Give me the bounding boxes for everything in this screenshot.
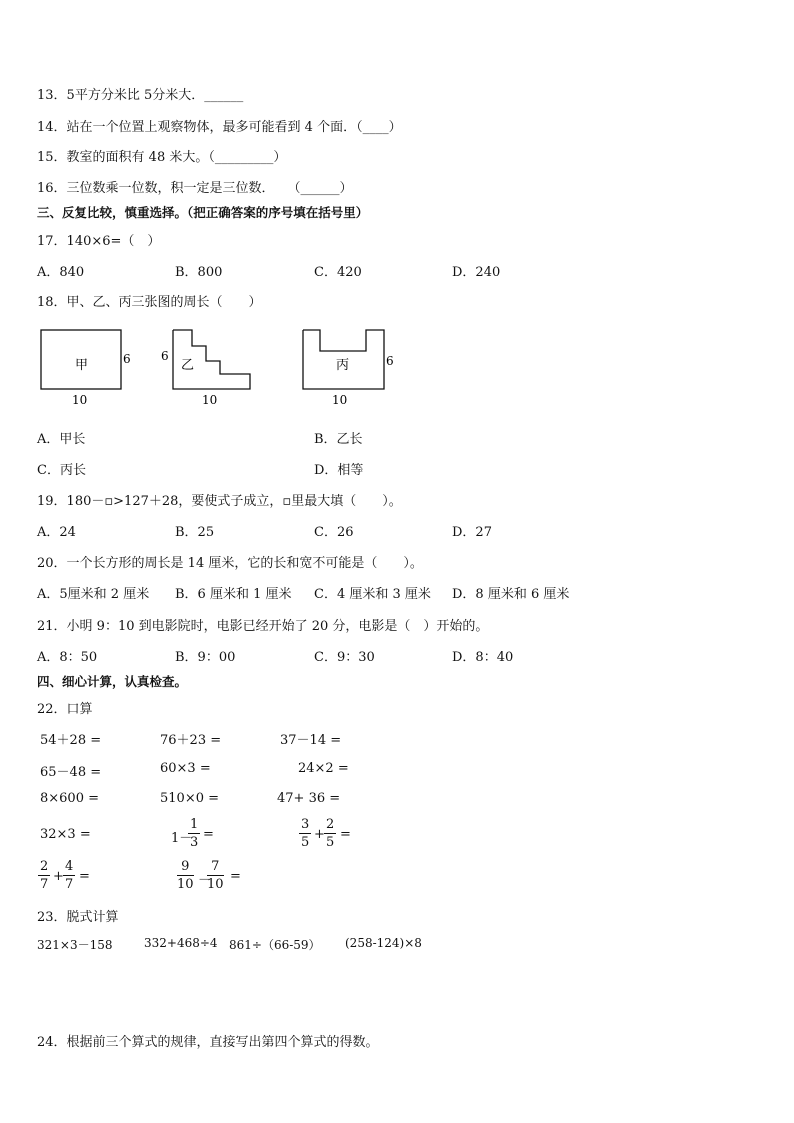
q20-option-a: A．5厘米和 2 厘米 [37,587,150,602]
calc-11-prefix: 1－ [171,831,193,846]
calc-13-denominator-2: 7 [65,877,74,892]
figure-yi-width: 10 [202,393,218,407]
question-13: 13．5平方分米比 5分米大．______ [37,88,244,103]
q17-option-a: A．840 [37,265,85,280]
calc-14-denominator-1: 10 [177,877,194,892]
q20-option-d: D．8 厘米和 6 厘米 [452,587,570,602]
question-18: 18．甲、乙、丙三张图的周长（ ） [37,295,262,310]
calc-13-operator: + [53,869,64,884]
calc-2: 76＋23 = [160,733,222,748]
figure-yi [161,330,250,407]
calc-3: 37－14 = [280,733,342,748]
calc-13-fraction-2 [63,858,75,893]
question-16: 16．三位数乘一位数，积一定是三位数． （______） [37,181,353,196]
calc-12-denominator-1: 5 [301,835,310,850]
figure-yi-label: 乙 [181,358,195,373]
figure-bing-width: 10 [332,393,348,407]
q20-option-b: B．6 厘米和 1 厘米 [175,587,292,602]
q18-option-c: C．丙长 [37,463,86,478]
q19-option-b: B．25 [175,525,215,540]
question-22: 22．口算 [37,702,93,717]
calc-14-equals: = [230,869,241,884]
stepwise-expr-4: (258-124)×8 [345,936,422,950]
calc-14-numerator-2: 7 [207,858,224,876]
question-15: 15．教室的面积有 48 米大。（_________） [37,150,287,165]
figure-yi-height: 6 [161,349,169,363]
figure-jia-height: 6 [123,352,131,366]
calc-11-equals: = [203,827,214,842]
q18-option-d: D．相等 [314,463,364,478]
calc-13-numerator-2: 4 [65,859,74,874]
calc-12-fraction-1 [299,816,311,851]
q21-option-b: B．9：00 [175,650,236,665]
figure-jia-width: 10 [72,393,88,407]
calc-14-fraction-1 [177,858,194,893]
calc-1: 54＋28 = [40,733,102,748]
q21-option-d: D．8：40 [452,650,514,665]
q21-option-c: C．9：30 [314,650,375,665]
question-17: 17．140×6=（ ） [37,234,161,249]
calc-14-denominator-2: 10 [207,877,224,892]
calc-4: 65－48 = [40,765,102,780]
question-23: 23．脱式计算 [37,910,119,925]
calc-12-fraction-2 [324,816,336,851]
calc-14-operator: － [198,873,212,888]
q18-option-b: B．乙长 [314,432,363,447]
q17-option-b: B．800 [175,265,223,280]
calc-13-denominator-1: 7 [40,877,49,892]
stepwise-expr-3: 861÷（66-59） [229,938,321,952]
calc-10: 32×3 = [40,827,91,842]
calc-11-numerator: 1 [190,817,199,832]
section-3-title: 三、反复比较，慎重选择。（把正确答案的序号填在括号里） [37,205,369,220]
perimeter-figures [30,320,430,412]
calc-12-operator: + [314,827,325,842]
calc-12-numerator-2: 2 [326,817,335,832]
calc-11-fraction [188,816,200,851]
figure-bing-height: 6 [386,354,394,368]
calc-5: 60×3 = [160,761,211,776]
q19-option-d: D．27 [452,525,492,540]
question-19: 19．180－▫>127＋28，要使式子成立，▫里最大填（ ）。 [37,494,402,509]
figure-bing [303,330,394,407]
calc-8: 510×0 = [160,791,220,806]
calc-7: 8×600 = [40,791,100,806]
question-24: 24．根据前三个算式的规律，直接写出第四个算式的得数。 [37,1035,379,1050]
calc-9: 47+ 36 = [277,791,341,806]
q17-option-c: C．420 [314,265,362,280]
stepwise-expr-2: 332+468÷4 [144,936,218,950]
figure-jia [41,330,131,407]
question-20: 20．一个长方形的周长是 14 厘米，它的长和宽不可能是（ ）。 [37,556,423,571]
calc-11-denominator: 3 [190,835,199,850]
figure-bing-label: 丙 [336,358,350,373]
q19-option-c: C．26 [314,525,354,540]
calc-14-fraction-2 [207,858,224,893]
figure-jia-label: 甲 [75,358,89,373]
calc-12-numerator-1: 3 [301,817,310,832]
calc-12-denominator-2: 5 [326,835,335,850]
calc-12-equals: = [340,827,351,842]
section-4-title: 四、细心计算，认真检查。 [37,674,188,689]
calc-13-fraction-1 [38,858,50,893]
calc-6: 24×2 = [298,761,349,776]
question-21: 21．小明 9：10 到电影院时，电影已经开始了 20 分，电影是（ ）开始的。 [37,619,489,634]
q17-option-d: D．240 [452,265,501,280]
calc-13-equals: = [79,869,90,884]
stepwise-expr-1: 321×3－158 [37,938,113,952]
q21-option-a: A．8：50 [37,650,98,665]
q19-option-a: A．24 [37,525,76,540]
q20-option-c: C．4 厘米和 3 厘米 [314,587,431,602]
calc-14-numerator-1: 9 [177,858,194,876]
q18-option-a: A．甲长 [37,432,86,447]
question-14: 14．站在一个位置上观察物体，最多可能看到 4 个面．（____） [37,120,402,135]
calc-13-numerator-1: 2 [40,859,49,874]
